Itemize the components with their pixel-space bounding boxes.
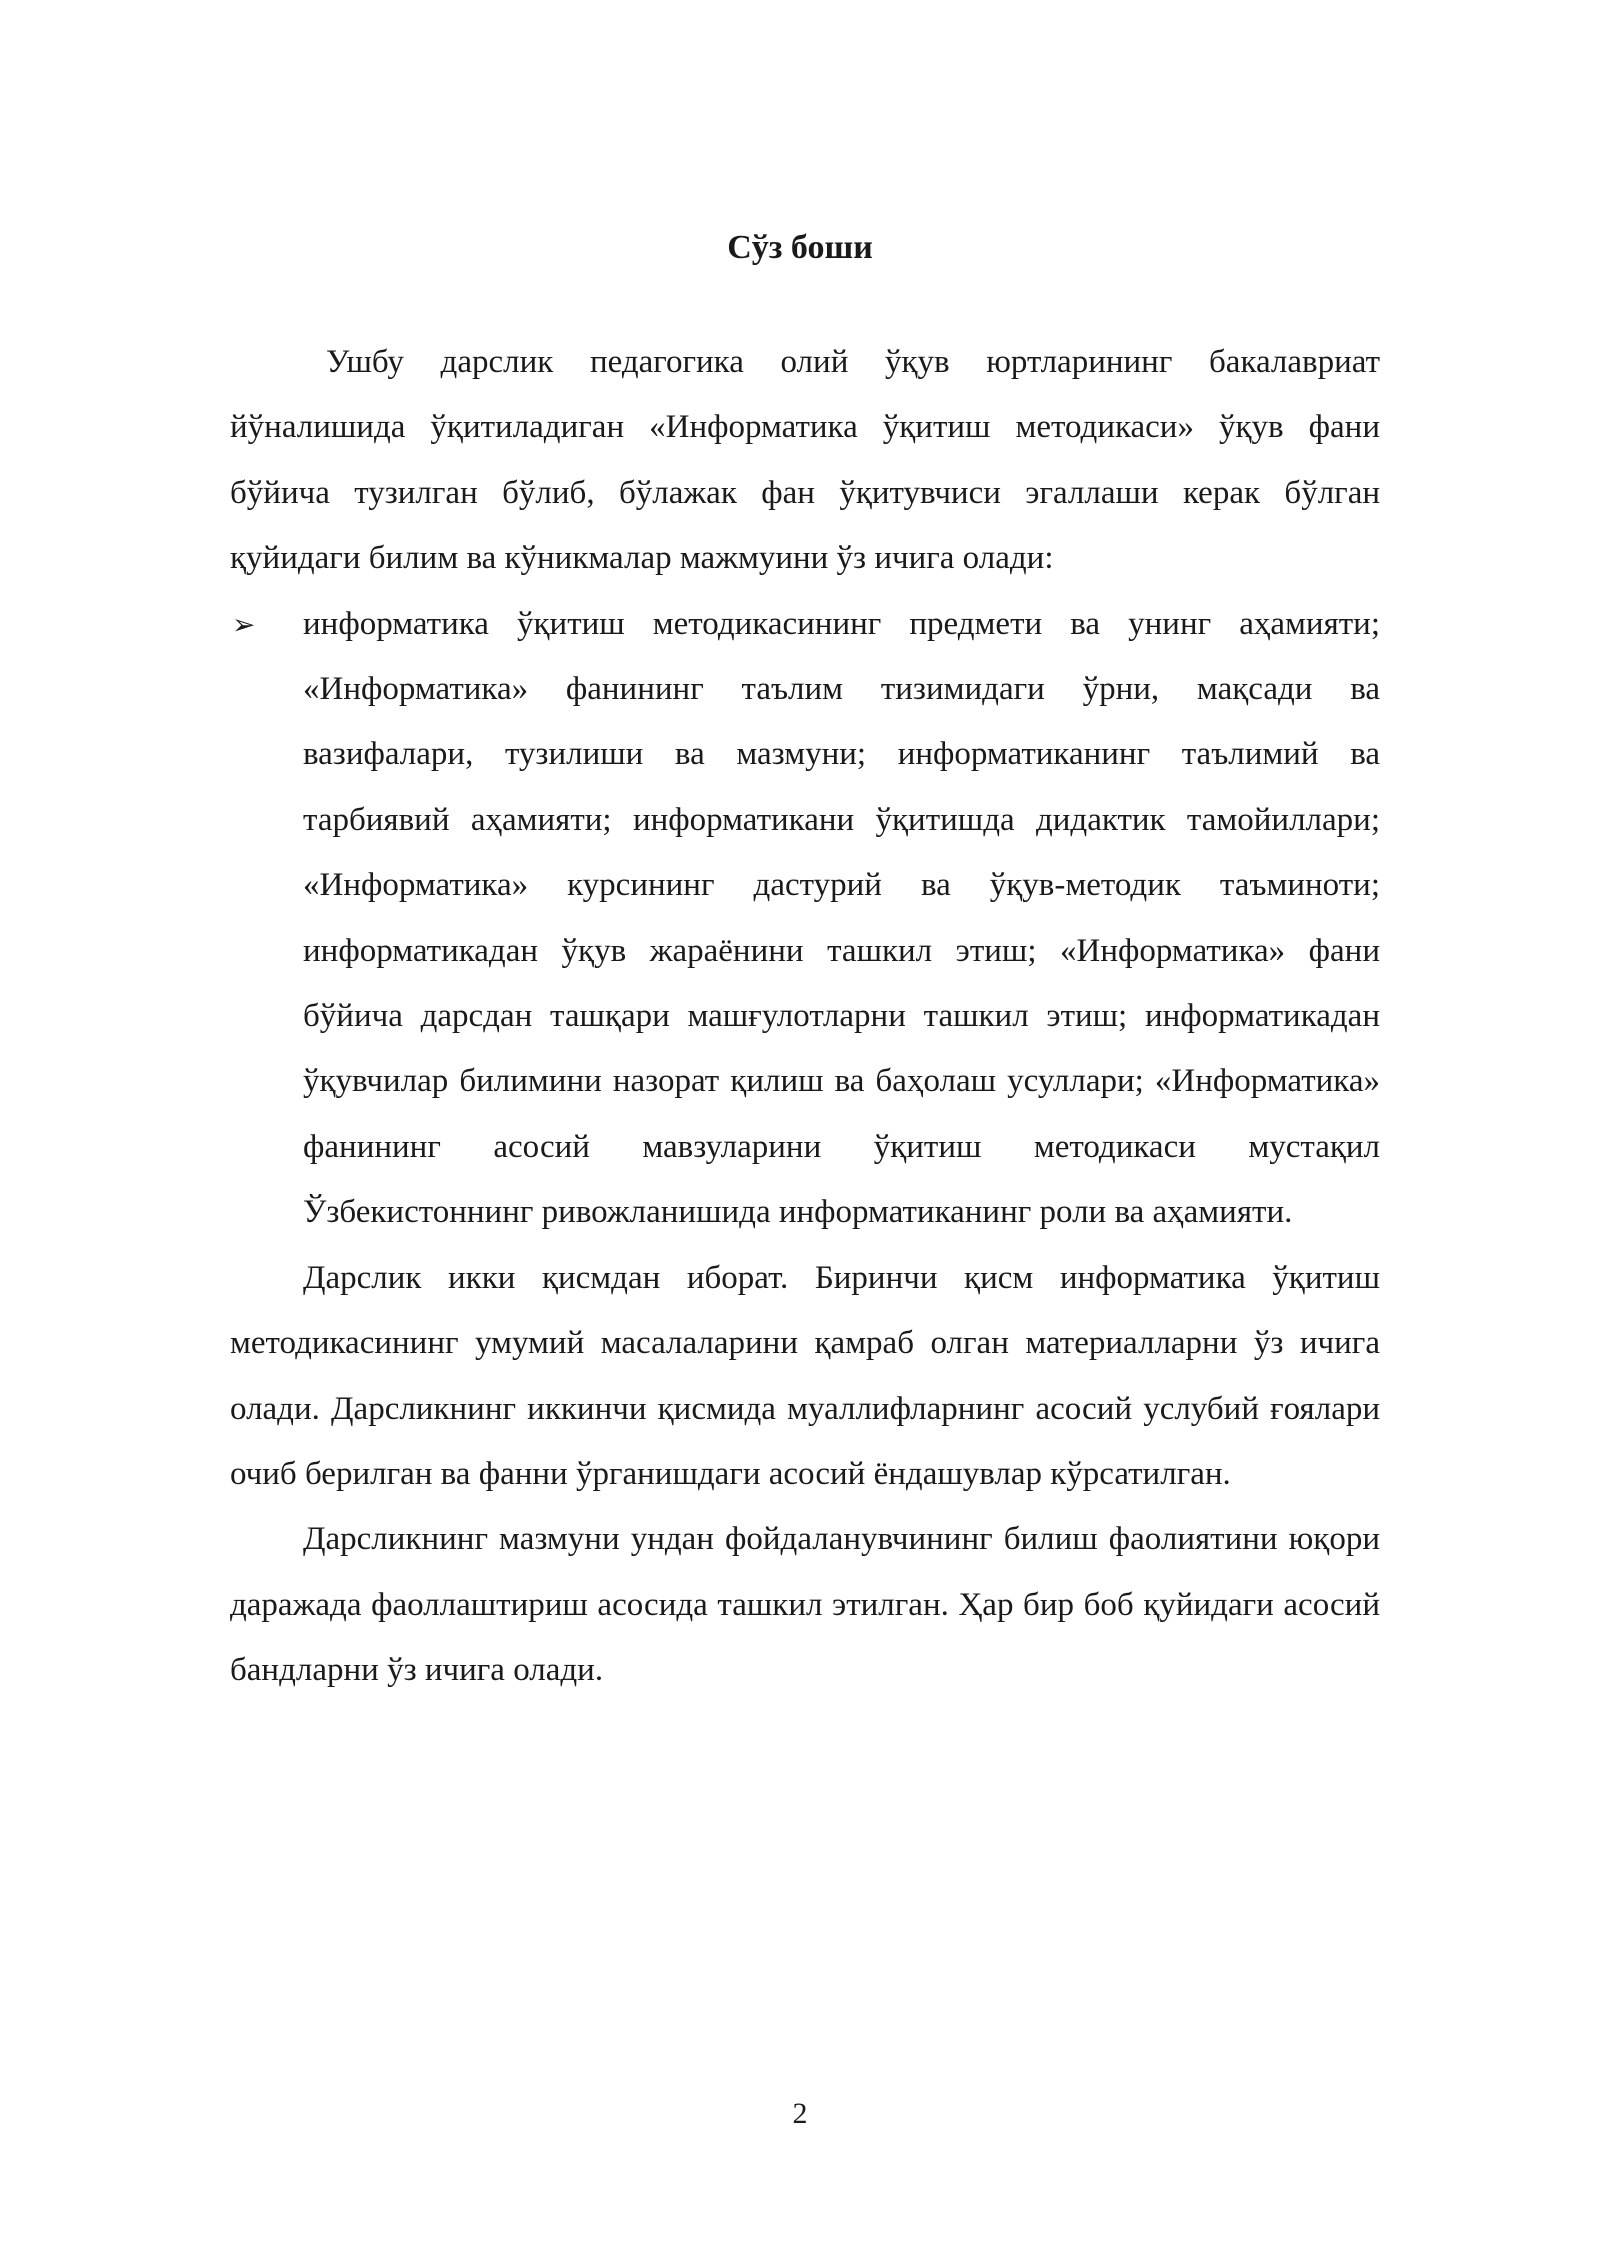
arrow-bullet-icon: ➢ [232,607,256,641]
page-title: Сўз боши [727,229,873,266]
list-item [230,592,1380,1246]
paragraph-structure: Дарслик икки қисмдан иборат. Биринчи қисм информатика ўқитиш методикасининг умумий масалаларини қамраб олган материалларни ўз ичига олади. Дарсликнинг иккинчи қисмида муаллифларнинг асосий услубий ғоялари очиб берилган ва фанни ўрганишдаги асосий ёндашувлар кўрсатилган. [230,1259,1380,1492]
bullet-list [230,592,1380,1246]
page-number: 2 [792,2097,808,2130]
paragraph-content: Дарсликнинг мазмуни ундан фойдаланувчининг билиш фаолиятини юқори даражада фаоллаштириш асосида ташкил этилган. Ҳар бир боб қуйидаги асосий бандларни ўз ичига олади. [230,1521,1380,1689]
bullet-text: информатика ўқитиш методикасининг предмети ва унинг аҳамияти; «Информатика» фанининг таълим тизимидаги ўрни, мақсади ва вазифалари, тузилиши ва мазмуни; информатиканинг таълимий ва тарбиявий аҳамияти; информатикани ўқитишда дидактик тамойиллари; «Информатика» курсининг дастурий ва ўқув-методик таъминоти; информатикадан ўқув жараёнини ташкил этиш; «Информатика» фани бўйича дарсдан ташқари машғулотларни ташкил этиш; информатикадан ўқувчилар билимини назорат қилиш ва баҳолаш усуллари; «Информатика» фанининг асосий мавзуларини ўқитиш методикаси мустақил Ўзбекистоннинг ривожланишида информатиканинг роли ва аҳамияти. [303,605,1380,1231]
body-text [230,330,1380,1704]
intro-paragraph: Ушбу дарслик педагогика олий ўқув юртларининг бакалавриат йўналишида ўқитиладиган «Информатика ўқитиш методикаси» ўқув фани бўйича тузилган бўлиб, бўлажак фан ўқитувчиси эгаллаши керак бўлган қуйидаги билим ва кўникмалар мажмуини ўз ичига олади: [230,344,1380,577]
